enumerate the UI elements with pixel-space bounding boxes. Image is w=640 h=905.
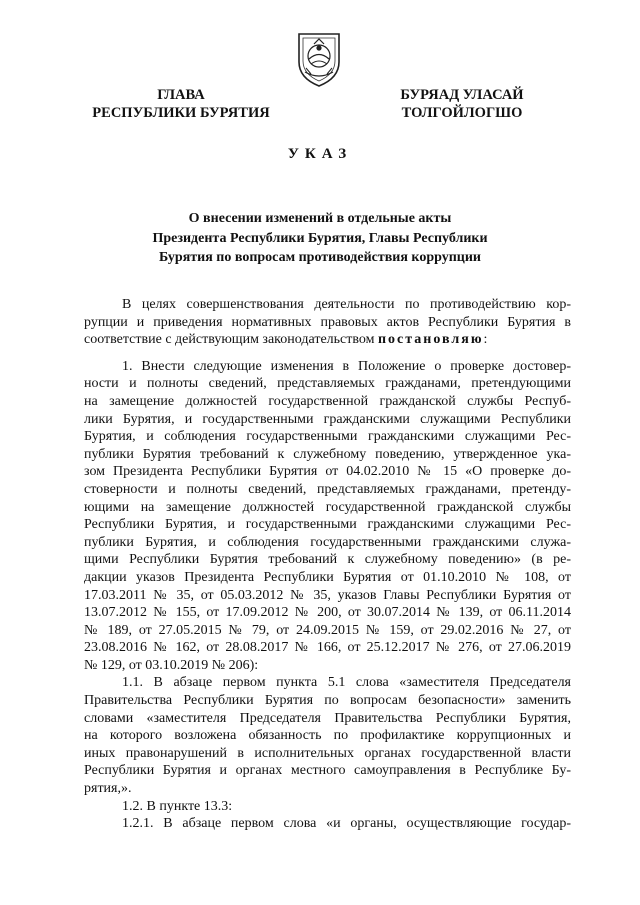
paragraph-1-line: ности и полноты сведений, представляемых гражданами, претендующими bbox=[84, 376, 571, 392]
paragraph-1-line: зом Президента Республики Бурятия от 04.02.2010 № 15 «О проверке до- bbox=[84, 464, 571, 480]
coat-of-arms-icon bbox=[295, 28, 343, 88]
paragraph-1-1-line: рятия,». bbox=[84, 781, 132, 797]
paragraph-1-line: щими Республики Бурятия требований к служебному поведению» (в ре- bbox=[84, 552, 571, 568]
paragraph-1-line: на замещение должностей государственной гражданской службы Респуб- bbox=[84, 393, 571, 409]
issuer-line: БУРЯАД УЛАСАЙ bbox=[400, 87, 524, 103]
title-line: О внесении изменений в отдельные акты bbox=[188, 211, 452, 226]
issuer-title-russian bbox=[86, 86, 276, 122]
paragraph-1-line: дакции указов Президента Республики Бурятия от 01.10.2010 № 108, от bbox=[84, 569, 571, 585]
preamble-line: В целях совершенствования деятельности по противодействию кор- bbox=[122, 297, 571, 312]
paragraph-1-1-line: на которого возложена обязанность по профилактике коррупционных и bbox=[84, 728, 571, 744]
issuer-line: ГЛАВА bbox=[157, 87, 205, 103]
paragraph-1-line: ющими на замещение должностей государственной гражданской службы bbox=[84, 499, 571, 515]
preamble-colon: : bbox=[483, 332, 488, 348]
paragraph-1-1-line: 1.1. В абзаце первом пункта 5.1 слова «заместителя Председателя bbox=[122, 675, 571, 691]
issuer-line: ТОЛГОЙЛОГШО bbox=[401, 105, 523, 121]
paragraph-1-1-line: Республики Бурятия и органах местного самоуправления в Республике Бу- bbox=[84, 763, 571, 779]
paragraph-1-2-1: 1.2.1. В абзаце первом слова «и органы, осуществляющие государ- bbox=[122, 816, 571, 832]
preamble-line bbox=[84, 331, 571, 349]
paragraph-1-line: 17.03.2011 № 35, от 05.03.2012 № 35, указов Главы Республики Бурятия от bbox=[84, 587, 571, 603]
preamble-line: рупции и приведения нормативных правовых актов Республики Бурятия в bbox=[84, 314, 571, 330]
paragraph-1-line: 13.07.2012 № 155, от 17.09.2012 № 200, от 30.07.2014 № 139, от 06.11.2014 bbox=[84, 605, 571, 621]
document-type: УКАЗ bbox=[287, 146, 353, 162]
paragraph-1-line: 23.08.2016 № 162, от 28.08.2017 № 166, от 25.12.2017 № 276, от 27.06.2019 bbox=[84, 640, 571, 656]
paragraph-1-line: Республики Бурятия, и государственными гражданскими служащими Рес- bbox=[84, 517, 571, 533]
paragraph-1-line: лики Бурятия, и государственными гражданскими служащими Республики bbox=[84, 411, 571, 427]
paragraph-1-line: 1. Внести следующие изменения в Положение о проверке достовер- bbox=[122, 358, 571, 374]
paragraph-1-2: 1.2. В пункте 13.3: bbox=[122, 798, 233, 814]
paragraph-1-line: Бурятия, и соблюдения государственными гражданскими служащими Рес- bbox=[84, 429, 571, 445]
paragraph-1-1-line: словами «заместителя Председателя Правительства Республики Бурятия, bbox=[84, 710, 571, 726]
paragraph-1-1-line: Правительства Республики Бурятия по вопросам безопасности» заменить bbox=[84, 693, 571, 709]
document-body bbox=[84, 296, 571, 833]
paragraph-1-line: № 129, от 03.10.2019 № 206): bbox=[84, 657, 259, 673]
paragraph-1-1-line: иных правонарушений в исполнительных органах государственной власти bbox=[84, 745, 571, 761]
preamble-text: соответствие с действующим законодательством bbox=[84, 332, 378, 348]
operative-keyword: постановляю bbox=[377, 332, 484, 348]
paragraph-1-line: № 189, от 27.05.2015 № 79, от 24.09.2015 № 159, от 29.02.2016 № 27, от bbox=[84, 622, 571, 638]
title-line: Бурятия по вопросам противодействия коррупции bbox=[159, 250, 481, 265]
paragraph-1-line: публики Бурятия требований к служебному поведению, утвержденное ука- bbox=[84, 446, 571, 462]
issuer-title-buryat bbox=[372, 86, 552, 122]
paragraph-1-line: стоверности и полноты сведений, представляемых гражданами, претенду- bbox=[84, 481, 571, 497]
title-line: Президента Республики Бурятия, Главы Республики bbox=[152, 230, 488, 246]
paragraph-1-line: публики Бурятия, и соблюдения государственными гражданскими служа- bbox=[84, 534, 571, 550]
issuer-line: РЕСПУБЛИКИ БУРЯТИЯ bbox=[92, 105, 270, 121]
document-title bbox=[110, 209, 530, 268]
